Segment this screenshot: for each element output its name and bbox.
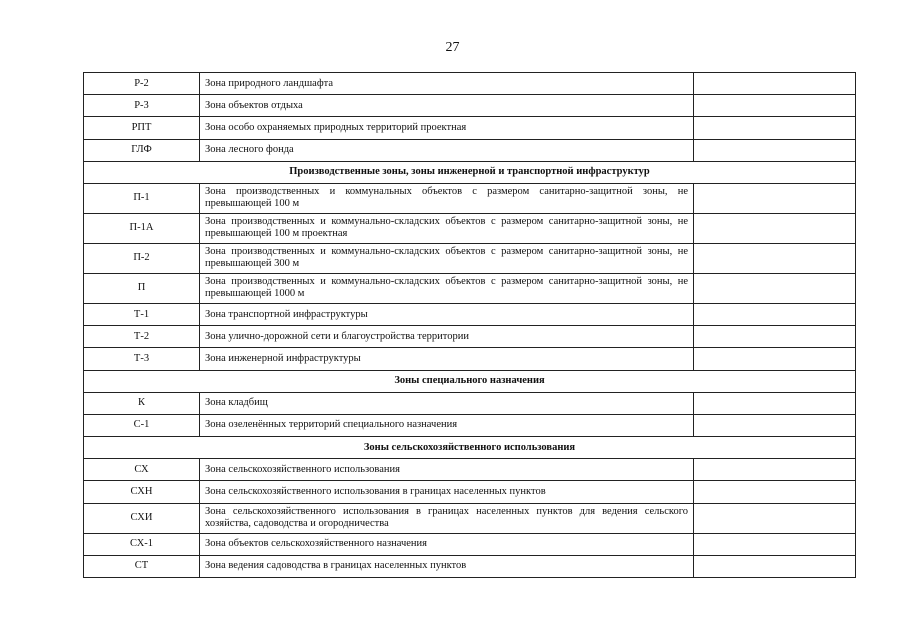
zone-name: Зона сельскохозяйственного использования в границах населенных пунктов [200,481,694,503]
table-row [84,273,856,303]
zone-name: Зона улично-дорожной сети и благоустройства территории [200,326,694,348]
zones-table-body [84,73,856,578]
empty-cell [694,392,856,414]
table-row [84,183,856,213]
empty-cell [694,183,856,213]
zone-code: СХ [84,459,200,481]
zone-name: Зона кладбищ [200,392,694,414]
table-row [84,459,856,481]
empty-cell [694,459,856,481]
empty-cell [694,481,856,503]
empty-cell [694,303,856,325]
zone-code: Р-3 [84,95,200,117]
zone-name: Зона производственных и коммунально-складских объектов с размером санитарно-защитной зоны, не превышающей 1000 м [200,273,694,303]
zone-code: К [84,392,200,414]
section-title: Зоны сельскохозяйственного использования [84,437,856,459]
table-row [84,303,856,325]
zone-code: СХИ [84,503,200,533]
zone-code: Т-3 [84,348,200,370]
page-number: 27 [445,40,460,55]
section-header-row [84,161,856,183]
empty-cell [694,533,856,555]
zone-name: Зона особо охраняемых природных территорий проектная [200,117,694,139]
zone-name: Зона производственных и коммунальных объектов с размером санитарно-защитной зоны, не превышающей 100 м [200,183,694,213]
zone-code: СТ [84,555,200,577]
zone-code: СХ-1 [84,533,200,555]
section-title: Производственные зоны, зоны инженерной и транспортной инфраструктур [84,161,856,183]
zone-name: Зона сельскохозяйственного использования в границах населенных пунктов для ведения сельского хозяйства, садоводства и огородничества [200,503,694,533]
zone-code: П-1 [84,183,200,213]
empty-cell [694,73,856,95]
table-row [84,117,856,139]
section-header-row [84,437,856,459]
zone-name: Зона инженерной инфраструктуры [200,348,694,370]
zone-code: П-2 [84,243,200,273]
zone-code: С-1 [84,414,200,436]
zone-name: Зона природного ландшафта [200,73,694,95]
table-row [84,392,856,414]
empty-cell [694,555,856,577]
zone-code: Т-1 [84,303,200,325]
empty-cell [694,243,856,273]
zone-code: Р-2 [84,73,200,95]
table-row [84,481,856,503]
section-header-row [84,370,856,392]
empty-cell [694,139,856,161]
table-row [84,95,856,117]
table-row [84,348,856,370]
empty-cell [694,326,856,348]
zone-code: РПТ [84,117,200,139]
empty-cell [694,213,856,243]
empty-cell [694,95,856,117]
table-row [84,326,856,348]
empty-cell [694,414,856,436]
zone-name: Зона объектов сельскохозяйственного назначения [200,533,694,555]
zone-name: Зона производственных и коммунально-складских объектов с размером санитарно-защитной зоны, не превышающей 100 м проектная [200,213,694,243]
section-title: Зоны специального назначения [84,370,856,392]
table-row [84,533,856,555]
zone-name: Зона озеленённых территорий специального назначения [200,414,694,436]
zone-code: Т-2 [84,326,200,348]
table-row [84,139,856,161]
zone-code: СХН [84,481,200,503]
zone-code: П [84,273,200,303]
empty-cell [694,503,856,533]
zone-code: ГЛФ [84,139,200,161]
empty-cell [694,117,856,139]
zone-name: Зона транспортной инфраструктуры [200,303,694,325]
zone-name: Зона сельскохозяйственного использования [200,459,694,481]
table-row [84,213,856,243]
table-row [84,503,856,533]
zone-name: Зона объектов отдыха [200,95,694,117]
empty-cell [694,348,856,370]
zones-table [83,72,856,578]
zone-name: Зона ведения садоводства в границах населенных пунктов [200,555,694,577]
empty-cell [694,273,856,303]
table-row [84,414,856,436]
table-row [84,555,856,577]
table-row [84,243,856,273]
zone-name: Зона лесного фонда [200,139,694,161]
zone-code: П-1А [84,213,200,243]
zone-name: Зона производственных и коммунально-складских объектов с размером санитарно-защитной зоны, не превышающей 300 м [200,243,694,273]
table-row [84,73,856,95]
